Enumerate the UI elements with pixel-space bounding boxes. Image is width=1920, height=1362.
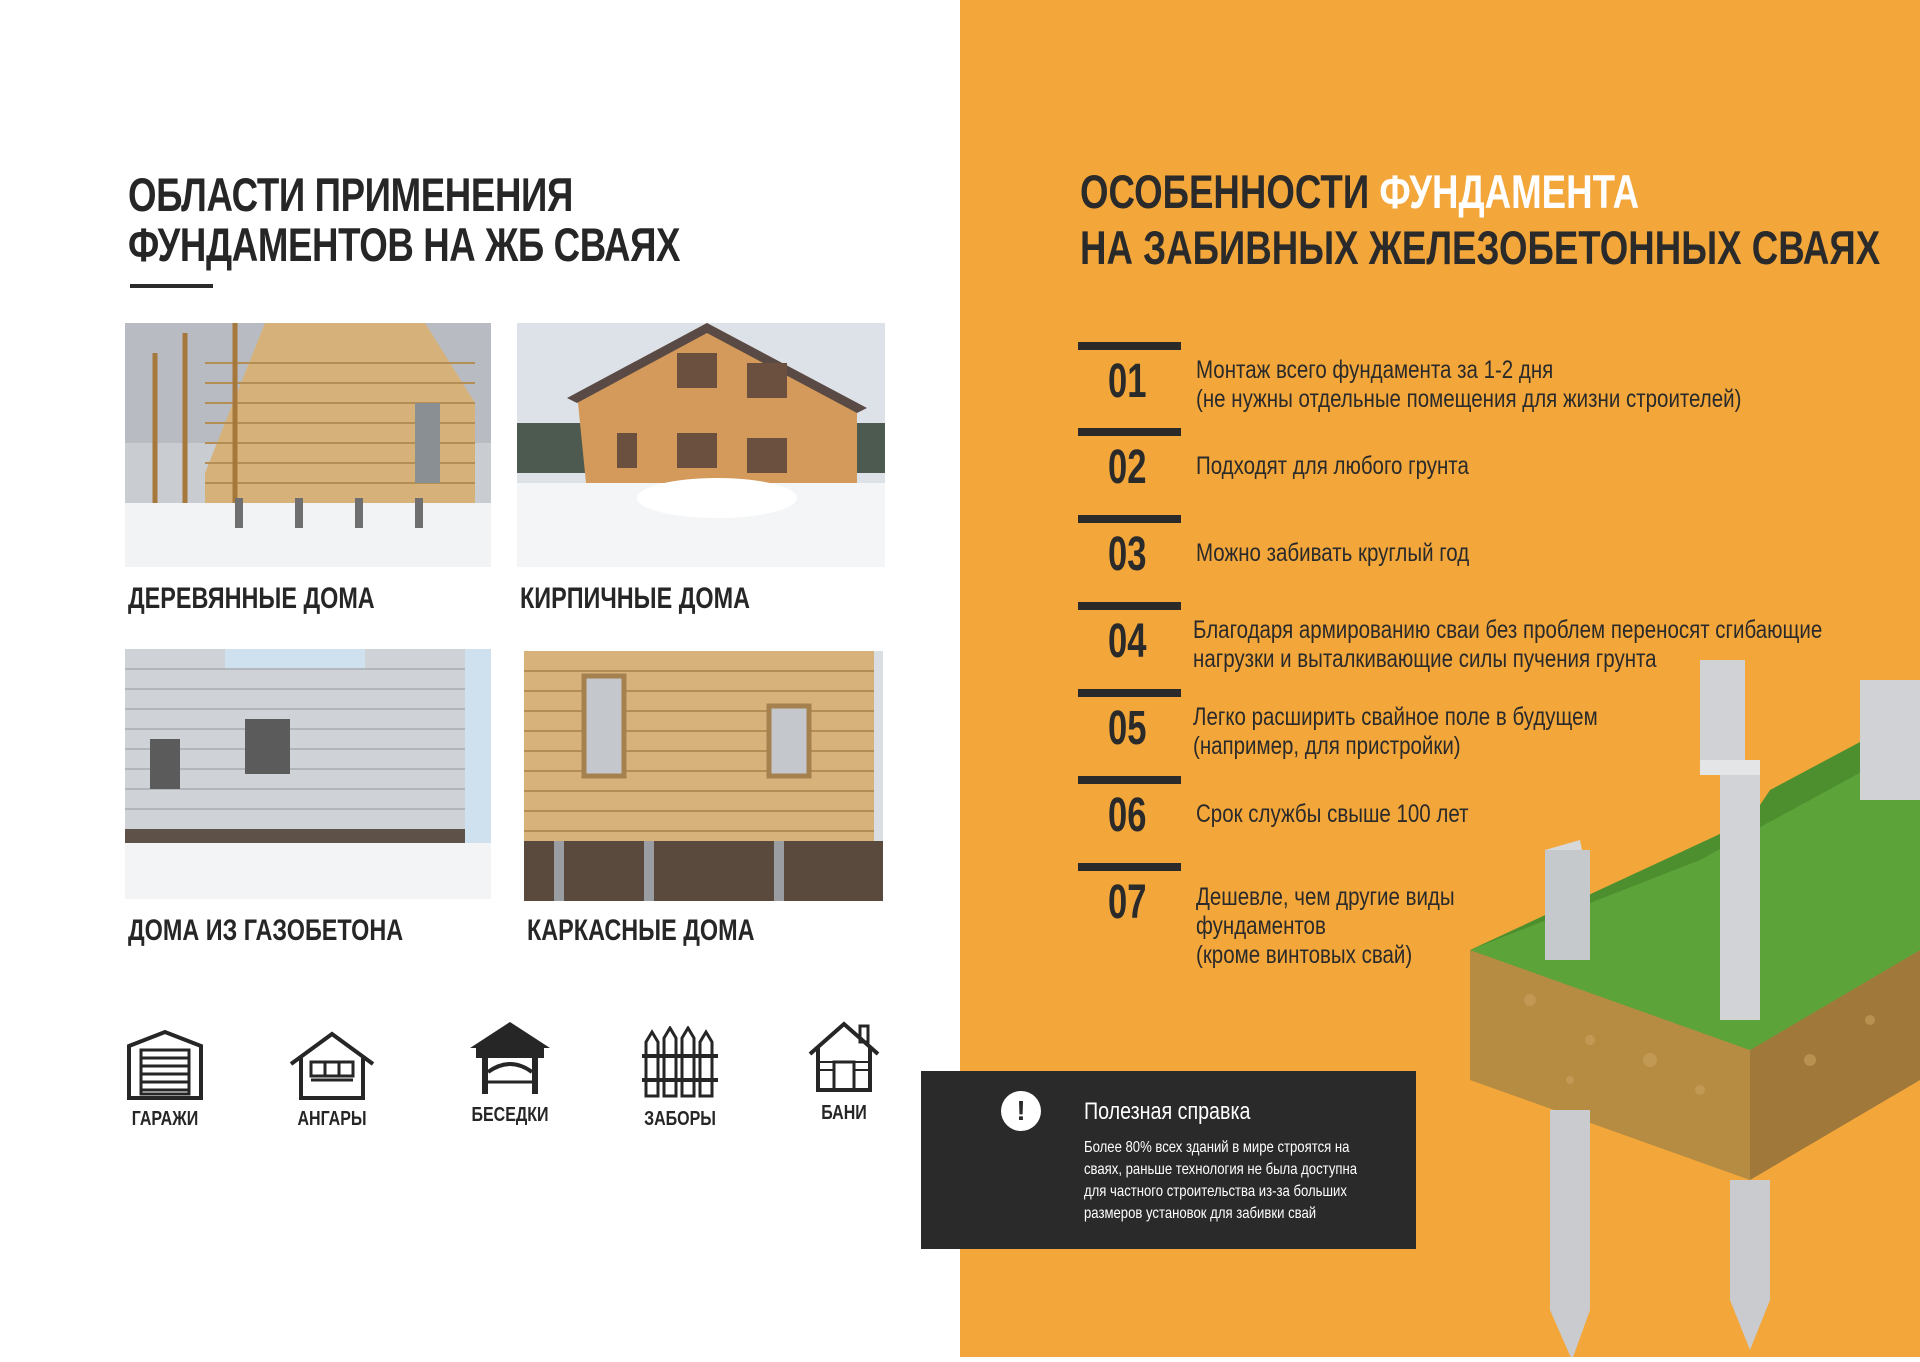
feature-text: Можно забивать круглый год	[1196, 539, 1470, 567]
feature-item	[1078, 342, 1808, 422]
icon-item-fences	[610, 1026, 750, 1131]
photo-frame-house	[524, 651, 883, 901]
feature-number: 07	[1108, 876, 1147, 929]
caption-aerated-concrete-houses: ДОМА ИЗ ГАЗОБЕТОНА	[128, 914, 404, 947]
bathhouse-icon	[806, 1018, 882, 1094]
info-title: Полезная справка	[1084, 1098, 1251, 1125]
useful-info-box	[921, 1071, 1416, 1249]
title-underline	[130, 284, 213, 288]
feature-bar	[1078, 342, 1181, 350]
feature-bar	[1078, 863, 1181, 871]
feature-number: 05	[1108, 702, 1147, 755]
right-title-line2: НА ЗАБИВНЫХ ЖЕЛЕЗОБЕТОННЫХ СВАЯХ	[1080, 221, 1881, 274]
icon-item-garages	[95, 1028, 235, 1131]
info-text: Более 80% всех зданий в мире строятся на сваях, раньше технология не была доступна для частного строительства из-за больших размеров установок для забивки свай	[1084, 1139, 1358, 1222]
left-title-line1: ОБЛАСТИ ПРИМЕНЕНИЯ	[128, 168, 573, 221]
feature-bar	[1078, 689, 1181, 697]
exclamation-icon: !	[1001, 1091, 1041, 1131]
right-title-part1: ОСОБЕННОСТИ	[1080, 165, 1380, 218]
feature-bar	[1078, 602, 1181, 610]
feature-item	[1078, 602, 1823, 682]
feature-item	[1078, 776, 1808, 856]
hangar-icon	[287, 1028, 377, 1100]
caption-brick-houses: КИРПИЧНЫЕ ДОМА	[520, 582, 750, 615]
feature-bar	[1078, 428, 1181, 436]
left-title-line2: ФУНДАМЕНТОВ НА ЖБ СВАЯХ	[128, 218, 681, 271]
feature-text: Срок службы свыше 100 лет	[1196, 800, 1469, 828]
feature-bar	[1078, 515, 1181, 523]
caption-wooden-houses: ДЕРЕВЯННЫЕ ДОМА	[128, 582, 375, 615]
gazebo-icon	[468, 1020, 552, 1096]
caption-frame-houses: КАРКАСНЫЕ ДОМА	[527, 914, 755, 947]
feature-text: Подходят для любого грунта	[1196, 452, 1469, 480]
icon-label-gazebos: БЕСЕДКИ	[471, 1104, 549, 1126]
feature-number: 02	[1108, 441, 1147, 494]
feature-bar	[1078, 776, 1181, 784]
icon-label-bathhouses: БАНИ	[821, 1102, 867, 1124]
icon-item-bathhouses	[774, 1018, 914, 1125]
icon-label-garages: ГАРАЖИ	[131, 1108, 199, 1130]
icon-item-gazebos	[440, 1020, 580, 1127]
icon-label-hangars: АНГАРЫ	[297, 1108, 367, 1130]
feature-text: Дешевле, чем другие виды фундаментов (кроме винтовых свай)	[1196, 883, 1455, 969]
fence-icon	[642, 1026, 718, 1100]
photo-wooden-house	[125, 323, 491, 567]
feature-number: 06	[1108, 789, 1147, 842]
icon-label-fences: ЗАБОРЫ	[644, 1108, 716, 1130]
feature-item	[1078, 863, 1808, 973]
feature-number: 04	[1108, 615, 1147, 668]
right-title-highlight: ФУНДАМЕНТА	[1379, 165, 1640, 218]
feature-number: 01	[1108, 355, 1147, 408]
feature-text: Благодаря армированию сваи без проблем переносят сгибающие нагрузки и выталкивающие силы пучения грунта	[1193, 616, 1823, 673]
feature-item	[1078, 689, 1808, 769]
feature-number: 03	[1108, 528, 1147, 581]
feature-item	[1078, 515, 1808, 595]
feature-text: Легко расширить свайное поле в будущем (например, для пристройки)	[1193, 703, 1598, 760]
garage-icon	[125, 1028, 205, 1100]
photo-brick-house	[517, 323, 885, 567]
feature-item	[1078, 428, 1808, 508]
icon-item-hangars	[262, 1028, 402, 1131]
left-title	[128, 170, 680, 270]
feature-text: Монтаж всего фундамента за 1-2 дня (не нужны отдельные помещения для жизни строителей)	[1196, 356, 1742, 413]
photo-aerated-concrete-house	[125, 649, 491, 899]
right-title	[1080, 164, 1880, 276]
